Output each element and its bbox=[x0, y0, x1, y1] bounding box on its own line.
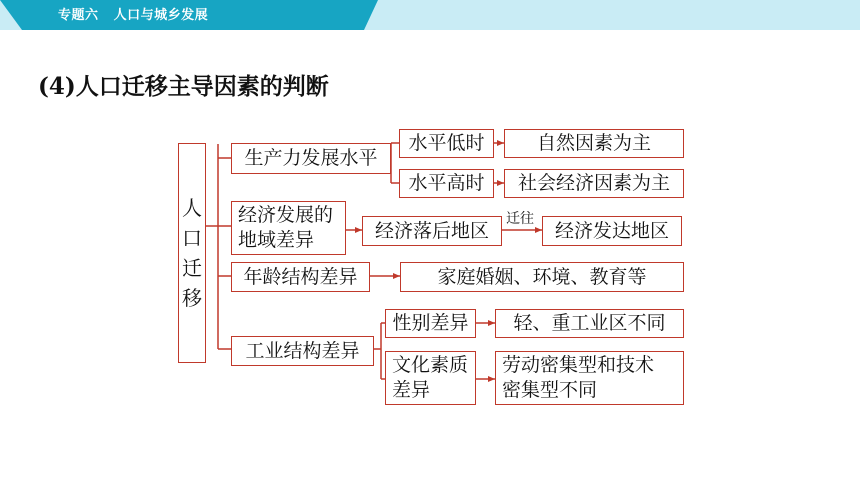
node-backward-region: 经济落后地区 bbox=[362, 216, 502, 246]
node-line: 文化素质 bbox=[392, 354, 469, 376]
root-char: 移 bbox=[182, 286, 202, 310]
migrate-to-label: 迁往 bbox=[506, 211, 534, 227]
root-char: 迁 bbox=[182, 256, 202, 280]
node-level-high: 水平高时 bbox=[399, 169, 494, 198]
node-family-environment-education: 家庭婚姻、环境、教育等 bbox=[400, 262, 684, 292]
node-line: 地域差异 bbox=[238, 229, 315, 251]
node-cultural-quality-difference bbox=[385, 351, 476, 405]
root-char: 口 bbox=[182, 226, 202, 250]
section-title: 专题六 人口与城乡发展 bbox=[58, 8, 209, 23]
node-level-low: 水平低时 bbox=[399, 129, 494, 158]
node-line: 劳动密集型和技术 bbox=[502, 354, 655, 376]
page-heading: (4)人口迁移主导因素的判断 bbox=[38, 73, 329, 100]
node-industry-structure: 工业结构差异 bbox=[231, 336, 374, 366]
node-gender-difference: 性别差异 bbox=[385, 309, 476, 338]
node-line: 密集型不同 bbox=[502, 379, 598, 401]
root-char: 人 bbox=[182, 196, 202, 220]
node-developed-region: 经济发达地区 bbox=[542, 216, 682, 246]
node-regional-economic-difference bbox=[231, 201, 346, 255]
node-line: 经济发展的 bbox=[238, 204, 334, 226]
node-labor-tech-intensive bbox=[495, 351, 684, 405]
node-line: 差异 bbox=[392, 379, 431, 401]
node-productivity-level: 生产力发展水平 bbox=[231, 143, 391, 174]
node-light-heavy-industry: 轻、重工业区不同 bbox=[495, 309, 684, 338]
node-age-structure: 年龄结构差异 bbox=[231, 262, 370, 292]
node-natural-factors: 自然因素为主 bbox=[504, 129, 684, 158]
root-node-population-migration bbox=[178, 143, 206, 363]
node-socioeconomic-factors: 社会经济因素为主 bbox=[504, 169, 684, 198]
